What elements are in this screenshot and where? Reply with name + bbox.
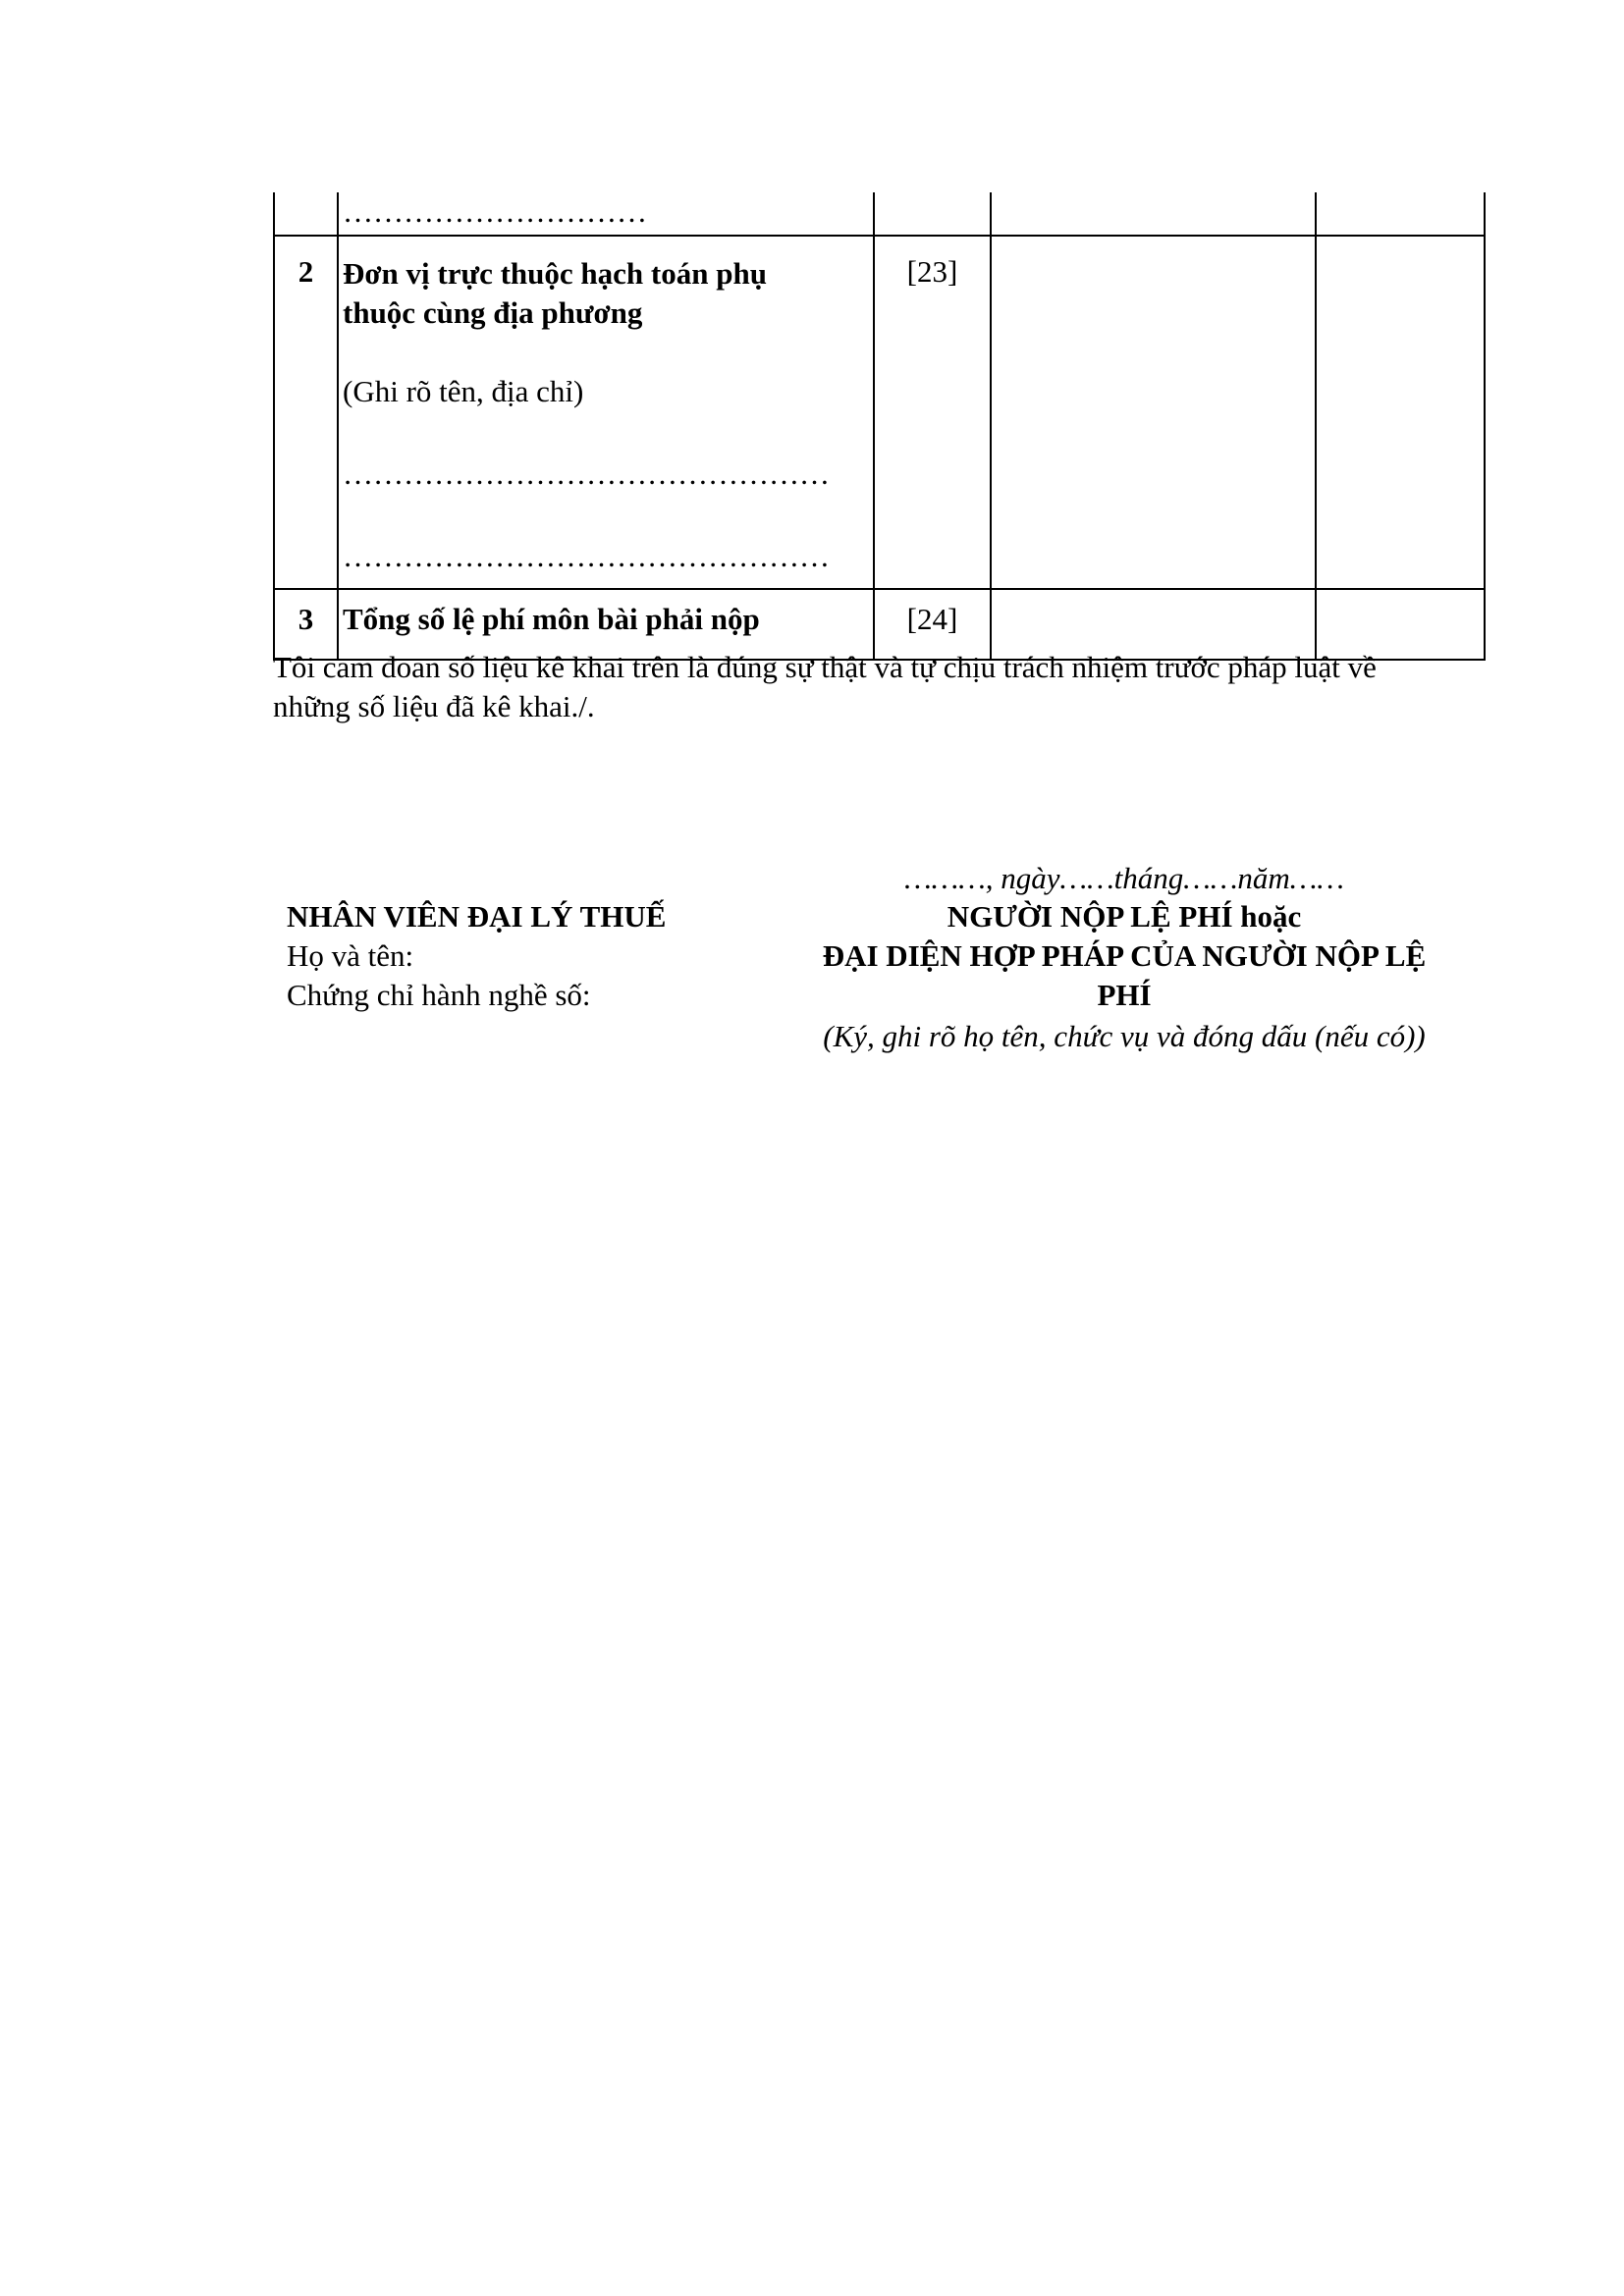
name-cell: Tổng số lệ phí môn bài phải nộp	[338, 589, 874, 660]
value-cell	[1316, 236, 1485, 589]
row-note: (Ghi rõ tên, địa chỉ)	[343, 374, 584, 408]
table-row-continued	[274, 192, 1485, 236]
payer-note: (Ký, ghi rõ họ tên, chức vụ và đóng dấu (nếu có))	[823, 1019, 1426, 1053]
agent-cert-label: Chứng chỉ hành nghề số:	[287, 978, 591, 1012]
payer-title-line3: PHÍ	[1097, 978, 1152, 1012]
dotted-line: …………………………………………	[343, 456, 830, 491]
code-cell	[874, 192, 991, 236]
value-cell	[991, 192, 1316, 236]
date-line: ………, ngày……tháng……năm……	[904, 861, 1344, 895]
dotted-line: …………………………	[343, 194, 647, 229]
code-cell: [23]	[874, 236, 991, 589]
payer-title-line2: ĐẠI DIỆN HỢP PHÁP CỦA NGƯỜI NỘP LỆ	[822, 938, 1427, 973]
stt-cell	[274, 192, 338, 236]
dotted-line: …………………………………………	[343, 539, 830, 573]
value-cell	[1316, 192, 1485, 236]
commitment-line2: những số liệu đã kê khai./.	[273, 689, 595, 723]
name-cell	[338, 236, 874, 589]
fee-declaration-table	[273, 192, 1486, 661]
stt-cell: 3	[274, 589, 338, 660]
stt-cell: 2	[274, 236, 338, 589]
code-cell: [24]	[874, 589, 991, 660]
agent-title: NHÂN VIÊN ĐẠI LÝ THUẾ	[287, 899, 667, 934]
agent-name-label: Họ và tên:	[287, 938, 414, 973]
fee-payer-block	[766, 897, 1483, 1056]
payer-title-line1: NGƯỜI NỘP LỆ PHÍ hoặc	[947, 899, 1302, 934]
name-cell	[338, 192, 874, 236]
tax-agent-block	[287, 897, 797, 1015]
table-row-dependent-units	[274, 236, 1485, 589]
value-cell	[991, 236, 1316, 589]
row-title-line2: thuộc cùng địa phương	[343, 295, 643, 330]
commitment-statement	[273, 648, 1490, 726]
row-title-line1: Đơn vị trực thuộc hạch toán phụ	[343, 256, 767, 291]
commitment-line1: Tôi cam đoan số liệu kê khai trên là đúng sự thật và tự chịu trách nhiệm trước pháp luật về	[273, 650, 1377, 684]
